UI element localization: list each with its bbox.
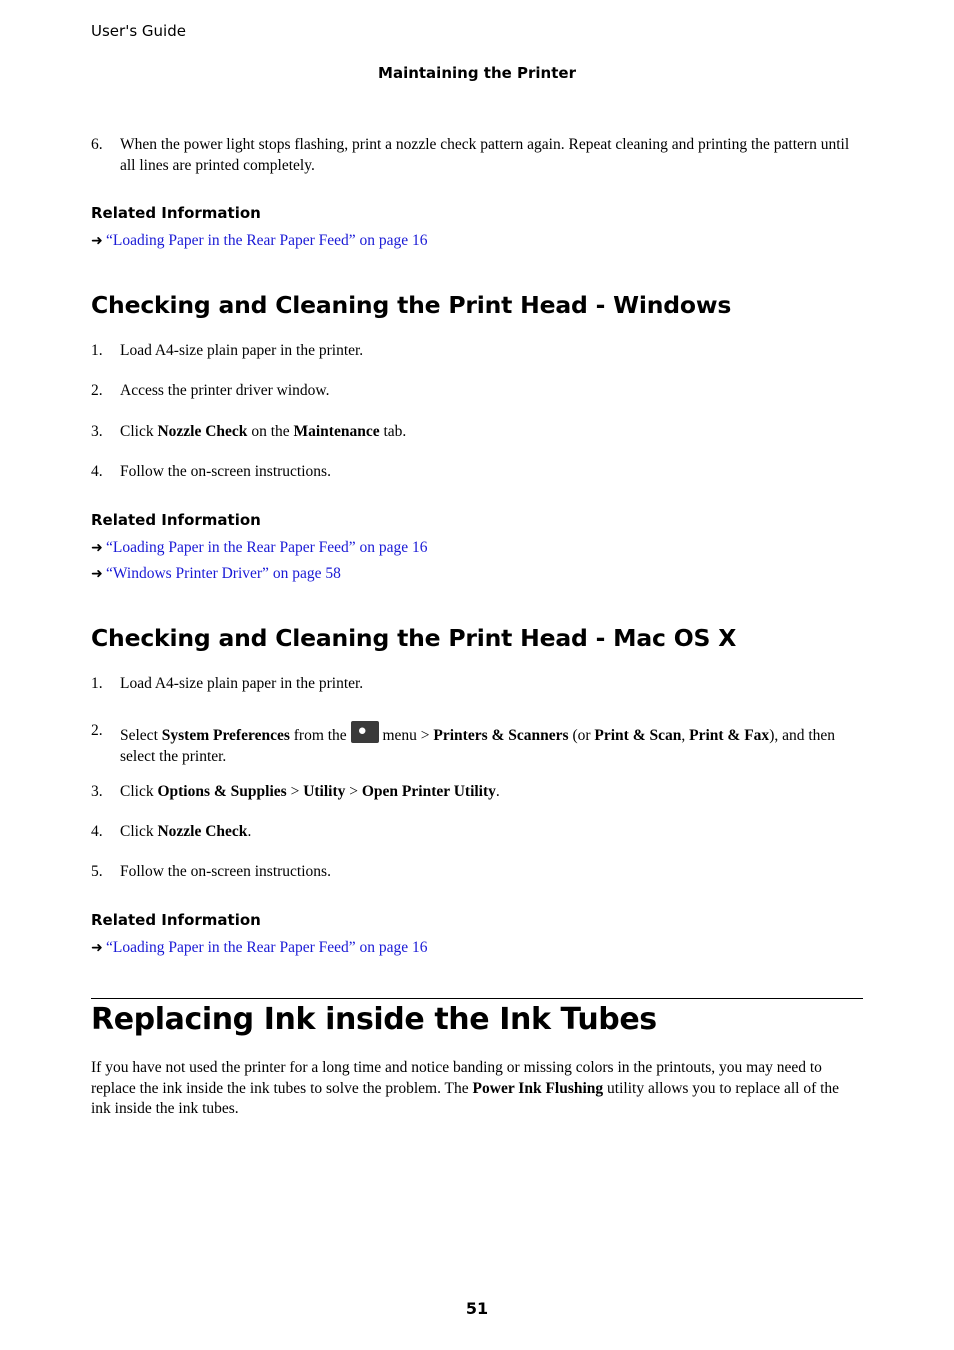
ui-term-utility: Utility bbox=[303, 783, 346, 800]
step-text: Click Nozzle Check. bbox=[120, 823, 252, 840]
related-link-row bbox=[91, 231, 428, 252]
section-heading-windows: Checking and Cleaning the Print Head - Windows bbox=[91, 291, 732, 319]
step-number: 2. bbox=[91, 382, 103, 399]
related-information-label: Related Information bbox=[91, 911, 261, 929]
related-link-row bbox=[91, 938, 428, 959]
ui-term-print-scan: Print & Scan bbox=[594, 727, 682, 744]
ui-term-power-ink-flushing: Power Ink Flushing bbox=[472, 1079, 604, 1097]
step-number: 4. bbox=[91, 463, 103, 480]
related-information-label: Related Information bbox=[91, 511, 261, 529]
step-number: 6. bbox=[91, 136, 103, 153]
mac-step-1 bbox=[91, 674, 851, 695]
related-link-row bbox=[91, 564, 341, 585]
ui-term-options-supplies: Options & Supplies bbox=[157, 783, 287, 800]
replacing-ink-paragraph: If you have not used the printer for a long time and notice banding or missing colors in the printouts, you may need to replace the ink inside the ink tubes to solve the problem. The Power Ink Flushing utility allows you to replace all of the ink inside the ink tubes. bbox=[91, 1059, 840, 1118]
step-number: 2. bbox=[91, 722, 103, 739]
step-number: 3. bbox=[91, 423, 103, 440]
link-loading-paper[interactable]: “Loading Paper in the Rear Paper Feed” on page 16 bbox=[106, 939, 428, 956]
ui-term-maintenance: Maintenance bbox=[293, 423, 380, 440]
step-text: Load A4-size plain paper in the printer. bbox=[120, 675, 364, 692]
step-text: Access the printer driver window. bbox=[120, 382, 330, 399]
ui-term-print-fax: Print & Fax bbox=[689, 727, 770, 744]
step-text: Select System Preferences from the ● menu > Printers & Scanners (or Print & Scan, Print & Fax), and then select the printer. bbox=[120, 723, 836, 765]
step-text: Click Options & Supplies > Utility > Open Printer Utility. bbox=[120, 783, 500, 800]
step-number: 5. bbox=[91, 863, 103, 880]
step-text: Click Nozzle Check on the Maintenance tab. bbox=[120, 423, 407, 440]
mac-step-5 bbox=[91, 862, 851, 883]
arrow-right-icon: ➜ bbox=[91, 567, 103, 582]
step-6 bbox=[91, 135, 851, 176]
apple-menu-icon: ● bbox=[351, 721, 379, 743]
running-header-guide-title: User's Guide bbox=[91, 22, 186, 40]
windows-step-4 bbox=[91, 462, 851, 483]
step-number: 1. bbox=[91, 342, 103, 359]
link-loading-paper[interactable]: “Loading Paper in the Rear Paper Feed” on page 16 bbox=[106, 539, 428, 556]
related-information-label: Related Information bbox=[91, 204, 261, 222]
step-text: Load A4-size plain paper in the printer. bbox=[120, 342, 364, 359]
step-text: When the power light stops flashing, print a nozzle check pattern again. Repeat cleaning and printing the pattern until all lines are printed completely. bbox=[120, 136, 850, 174]
mac-step-4 bbox=[91, 822, 851, 843]
chapter-heading-replacing-ink: Replacing Ink inside the Ink Tubes bbox=[91, 1002, 657, 1037]
ui-term-nozzle-check: Nozzle Check bbox=[157, 823, 248, 840]
step-number: 3. bbox=[91, 783, 103, 800]
section-divider bbox=[91, 998, 863, 999]
link-windows-printer-driver[interactable]: “Windows Printer Driver” on page 58 bbox=[106, 565, 341, 582]
windows-step-3 bbox=[91, 422, 851, 443]
step-text: Follow the on-screen instructions. bbox=[120, 863, 331, 880]
mac-step-2 bbox=[91, 721, 851, 767]
windows-step-1 bbox=[91, 341, 851, 362]
link-loading-paper[interactable]: “Loading Paper in the Rear Paper Feed” on page 16 bbox=[106, 232, 428, 249]
step-number: 1. bbox=[91, 675, 103, 692]
windows-step-2 bbox=[91, 381, 851, 402]
ui-term-open-printer-utility: Open Printer Utility bbox=[361, 783, 496, 800]
arrow-right-icon: ➜ bbox=[91, 541, 103, 556]
arrow-right-icon: ➜ bbox=[91, 941, 103, 956]
section-heading-mac: Checking and Cleaning the Print Head - Mac OS X bbox=[91, 624, 737, 652]
running-header-section-title: Maintaining the Printer bbox=[378, 64, 576, 82]
step-number: 4. bbox=[91, 823, 103, 840]
step-text: Follow the on-screen instructions. bbox=[120, 463, 331, 480]
page-number: 51 bbox=[465, 1299, 489, 1318]
related-link-row bbox=[91, 538, 428, 559]
ui-term-printers-scanners: Printers & Scanners bbox=[433, 727, 569, 744]
mac-step-3 bbox=[91, 782, 851, 803]
arrow-right-icon: ➜ bbox=[91, 234, 103, 249]
ui-term-nozzle-check: Nozzle Check bbox=[157, 423, 248, 440]
ui-term-system-preferences: System Preferences bbox=[161, 727, 290, 744]
